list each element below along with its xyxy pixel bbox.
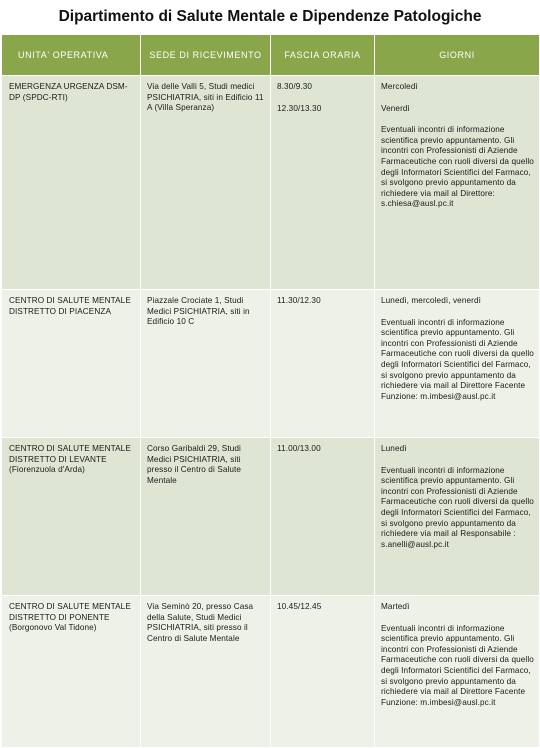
hours-text-2: 12.30/13.30 — [277, 103, 322, 113]
table-row — [2, 596, 540, 748]
cell-hours — [271, 76, 375, 290]
days-text: Mercoledì — [381, 82, 418, 91]
column-header-hours: FASCIA ORARIA — [271, 35, 375, 76]
cell-unit: CENTRO DI SALUTE MENTALE DISTRETTO DI LEVANTE (Fiorenzuola d'Arda) — [2, 438, 141, 596]
cell-days — [375, 438, 540, 596]
table-row — [2, 438, 540, 596]
hours-text: 8.30/9.30 — [277, 82, 313, 91]
schedule-table — [1, 34, 540, 748]
days-text: Lunedì, mercoledì, venerdì — [381, 296, 481, 305]
cell-site: Piazzale Crociate 1, Studi Medici PSICHIATRIA, siti in Edificio 10 C — [141, 290, 271, 438]
cell-days — [375, 596, 540, 748]
page-title: Dipartimento di Salute Mentale e Dipendenze Patologiche — [58, 8, 482, 25]
table-row — [2, 76, 540, 290]
info-note: Eventuali incontri di informazione scientifica previo appuntamento. Gli incontri con Professionisti di Aziende Farmaceutiche con ruoli diversi da quello degli Informatori Scientifici del Farmaco, si svolgono previo appuntamento da richiedere via mail al Direttore Facente Funzione: m.imbesi@ausl.pc.it — [381, 317, 534, 401]
cell-hours: 10.45/12.45 — [271, 596, 375, 748]
column-header-days: GIORNI — [375, 35, 540, 76]
info-note: Eventuali incontri di informazione scientifica previo appuntamento. Gli incontri con Professionisti di Aziende Farmaceutiche con ruoli diversi da quello degli Informatori Scientifici del Farmaco, si svolgono previo appuntamento da richiedere via mail al Direttore Facente Funzione: m.imbesi@ausl.pc.it — [381, 623, 534, 707]
info-note: Eventuali incontri di informazione scientifica previo appuntamento. Gli incontri con Professionisti di Aziende Farmaceutiche con ruoli diversi da quello degli Informatori Scientifici del Farmaco, si svolgono previo appuntamento da richiedere via mail al Responsabile : s.anelli@ausl.pc.it — [381, 465, 534, 549]
cell-days — [375, 76, 540, 290]
days-text: Lunedì — [381, 444, 407, 453]
cell-unit: EMERGENZA URGENZA DSM-DP (SPDC-RTI) — [2, 76, 141, 290]
cell-site: Via Seminò 20, presso Casa della Salute, Studi Medici PSICHIATRIA, siti presso il Centro di Salute Mentale — [141, 596, 271, 748]
cell-site: Corso Garibaldi 29, Studi Medici PSICHIATRIA, siti presso il Centro di Salute Mentale — [141, 438, 271, 596]
cell-unit: CENTRO DI SALUTE MENTALE DISTRETTO DI PONENTE (Borgonovo Val Tidone) — [2, 596, 141, 748]
days-text-2: Venerdì — [381, 103, 410, 113]
cell-unit: CENTRO DI SALUTE MENTALE DISTRETTO DI PIACENZA — [2, 290, 141, 438]
cell-hours: 11.00/13.00 — [271, 438, 375, 596]
column-header-unit: UNITA' OPERATIVA — [2, 35, 141, 76]
table-header-row — [2, 35, 540, 76]
table-row — [2, 290, 540, 438]
cell-days — [375, 290, 540, 438]
cell-hours: 11.30/12.30 — [271, 290, 375, 438]
cell-site: Via delle Valli 5, Studi medici PSICHIATRIA, siti in Edificio 11 A (Villa Speranza) — [141, 76, 271, 290]
info-note: Eventuali incontri di informazione scientifica previo appuntamento. Gli incontri con Professionisti di Aziende Farmaceutiche con ruoli diversi da quello degli Informatori Scientifici del Farmaco, si svolgono previo appuntamento da richiedere via mail al Direttore: s.chiesa@ausl.pc.it — [381, 125, 534, 209]
days-text: Martedì — [381, 602, 410, 611]
column-header-site: SEDE DI RICEVIMENTO — [141, 35, 271, 76]
